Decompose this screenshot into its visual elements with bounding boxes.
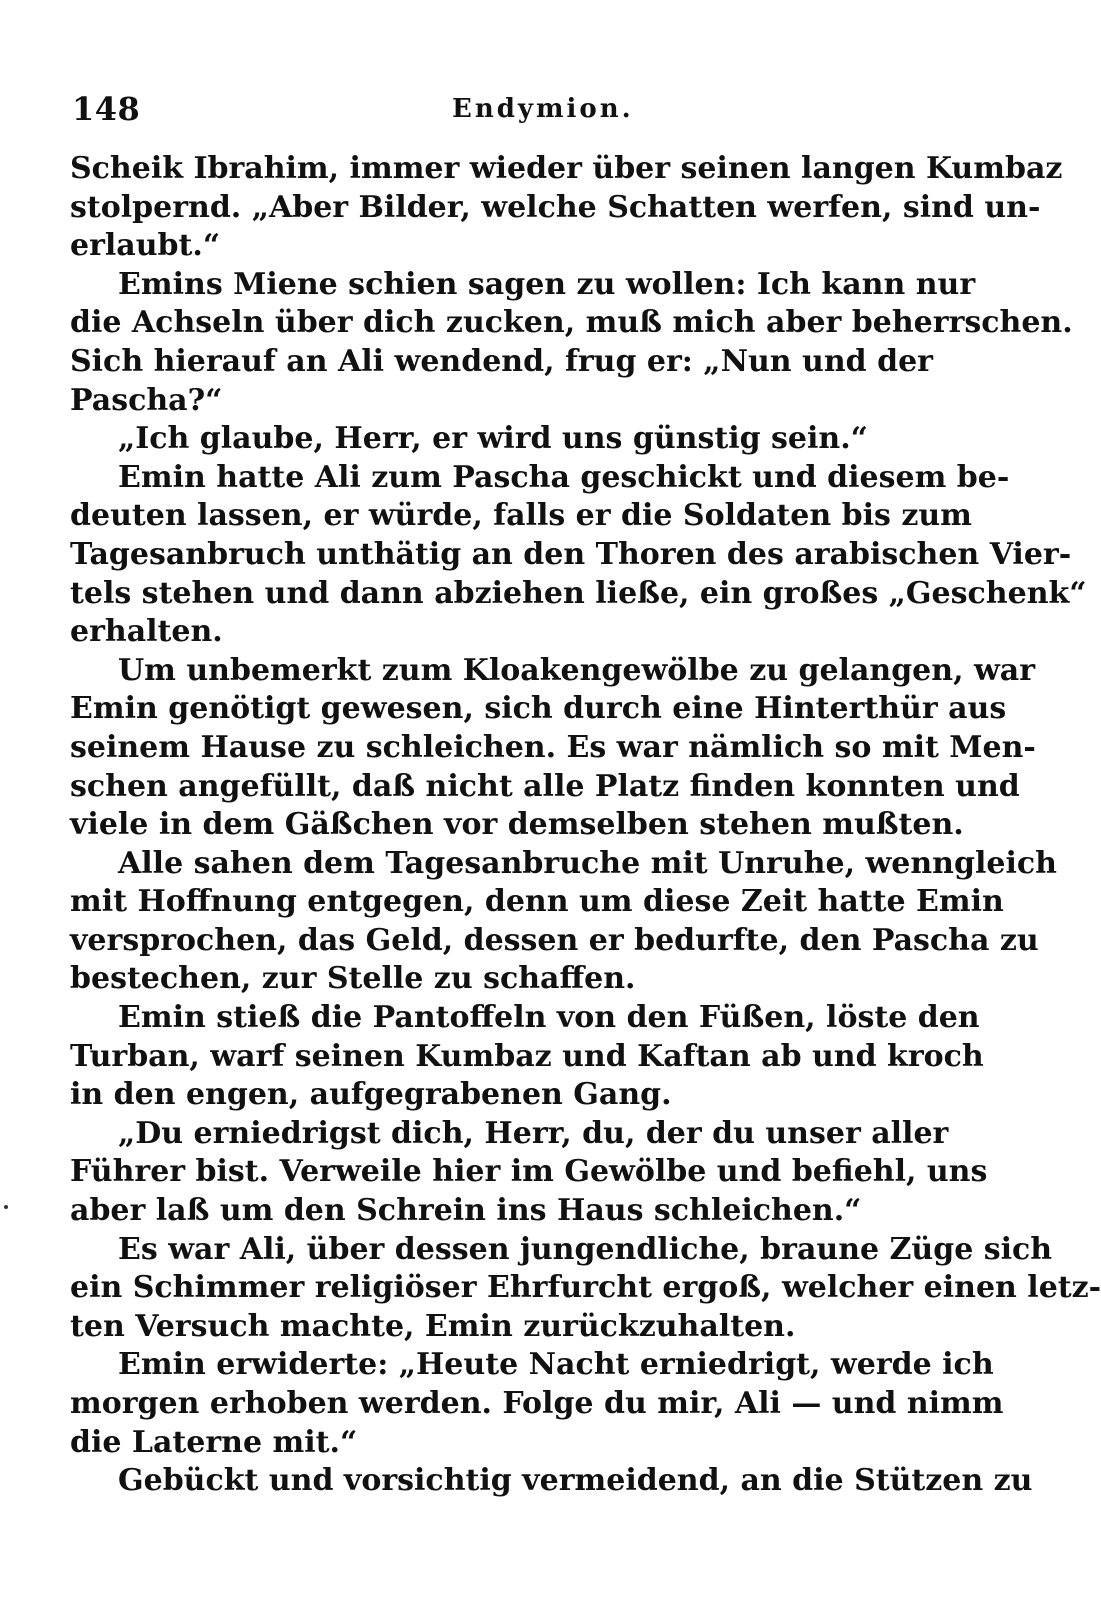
text-line: bestechen, zur Stelle zu schaffen. xyxy=(70,961,636,997)
text-line: Emin genötigt gewesen, sich durch eine Hinterthür aus xyxy=(70,691,1007,727)
text-line: Sich hierauf an Ali wendend, frug er: „Nun und der xyxy=(70,343,933,379)
text-line: seinem Hause zu schleichen. Es war nämlich so mit Men- xyxy=(70,729,1036,765)
text-line: mit Hoffnung entgegen, denn um diese Zeit hatte Emin xyxy=(70,884,1004,920)
text-line: versprochen, das Geld, dessen er bedurfte, den Pascha zu xyxy=(70,922,1039,958)
text-line: die Laterne mit.“ xyxy=(70,1424,358,1460)
text-line: ten Versuch machte, Emin zurückzuhalten. xyxy=(70,1308,796,1344)
text-line: Alle sahen dem Tagesanbruche mit Unruhe, wenngleich xyxy=(118,845,1057,881)
text-line: Tagesanbruch unthätig an den Thoren des arabischen Vier- xyxy=(70,536,1072,572)
text-line: schen angefüllt, daß nicht alle Platz finden konnten und xyxy=(70,768,1020,804)
page-number: 148 xyxy=(72,90,141,128)
text-line: Gebückt und vorsichtig vermeidend, an die Stützen zu xyxy=(118,1463,1033,1499)
scan-speck xyxy=(4,1205,8,1209)
text-line: Emins Miene schien sagen zu wollen: Ich kann nur xyxy=(118,266,976,302)
text-line: Es war Ali, über dessen jungendliche, braune Züge sich xyxy=(118,1231,1053,1267)
text-line: Pascha?“ xyxy=(70,382,223,418)
text-line: „Du erniedrigst dich, Herr, du, der du unser aller xyxy=(118,1115,949,1151)
text-line: Scheik Ibrahim, immer wieder über seinen langen Kumbaz xyxy=(70,151,1063,186)
text-line: stolpernd. „Aber Bilder, welche Schatten werfen, sind un- xyxy=(70,189,1041,225)
text-line: erlaubt.“ xyxy=(70,228,221,264)
text-line: erhalten. xyxy=(70,614,223,650)
text-line: in den engen, aufgegrabenen Gang. xyxy=(70,1077,672,1113)
text-line: Führer bist. Verweile hier im Gewölbe und befiehl, uns xyxy=(70,1154,988,1190)
text-line: „Ich glaube, Herr, er wird uns günstig sein.“ xyxy=(118,421,868,457)
text-line: die Achseln über dich zucken, muß mich aber beherrschen. xyxy=(70,305,1073,341)
text-line: aber laß um den Schrein ins Haus schleichen.“ xyxy=(70,1193,862,1229)
running-title: Endymion. xyxy=(452,94,634,124)
text-line: deuten lassen, er würde, falls er die Soldaten bis zum xyxy=(70,498,972,534)
body-text xyxy=(70,150,1101,1501)
page-header xyxy=(72,90,932,130)
text-line: Turban, warf seinen Kumbaz und Kaftan ab und kroch xyxy=(70,1038,984,1074)
text-line: morgen erhoben werden. Folge du mir, Ali — und nimm xyxy=(70,1386,1004,1421)
text-line: Emin erwiderte: „Heute Nacht erniedrigt, werde ich xyxy=(118,1347,994,1383)
text-line: viele in dem Gäßchen vor demselben stehen mußten. xyxy=(70,807,964,843)
text-line: Um unbemerkt zum Kloakengewölbe zu gelangen, war xyxy=(118,652,1036,688)
text-line: ein Schimmer religiöser Ehrfurcht ergoß, welcher einen letz- xyxy=(70,1270,1101,1306)
text-line: tels stehen und dann abziehen ließe, ein großes „Geschenk“ xyxy=(70,575,1087,611)
text-line: Emin hatte Ali zum Pascha geschickt und diesem be- xyxy=(118,459,1010,495)
text-line: Emin stieß die Pantoffeln von den Füßen, löste den xyxy=(118,1000,980,1036)
